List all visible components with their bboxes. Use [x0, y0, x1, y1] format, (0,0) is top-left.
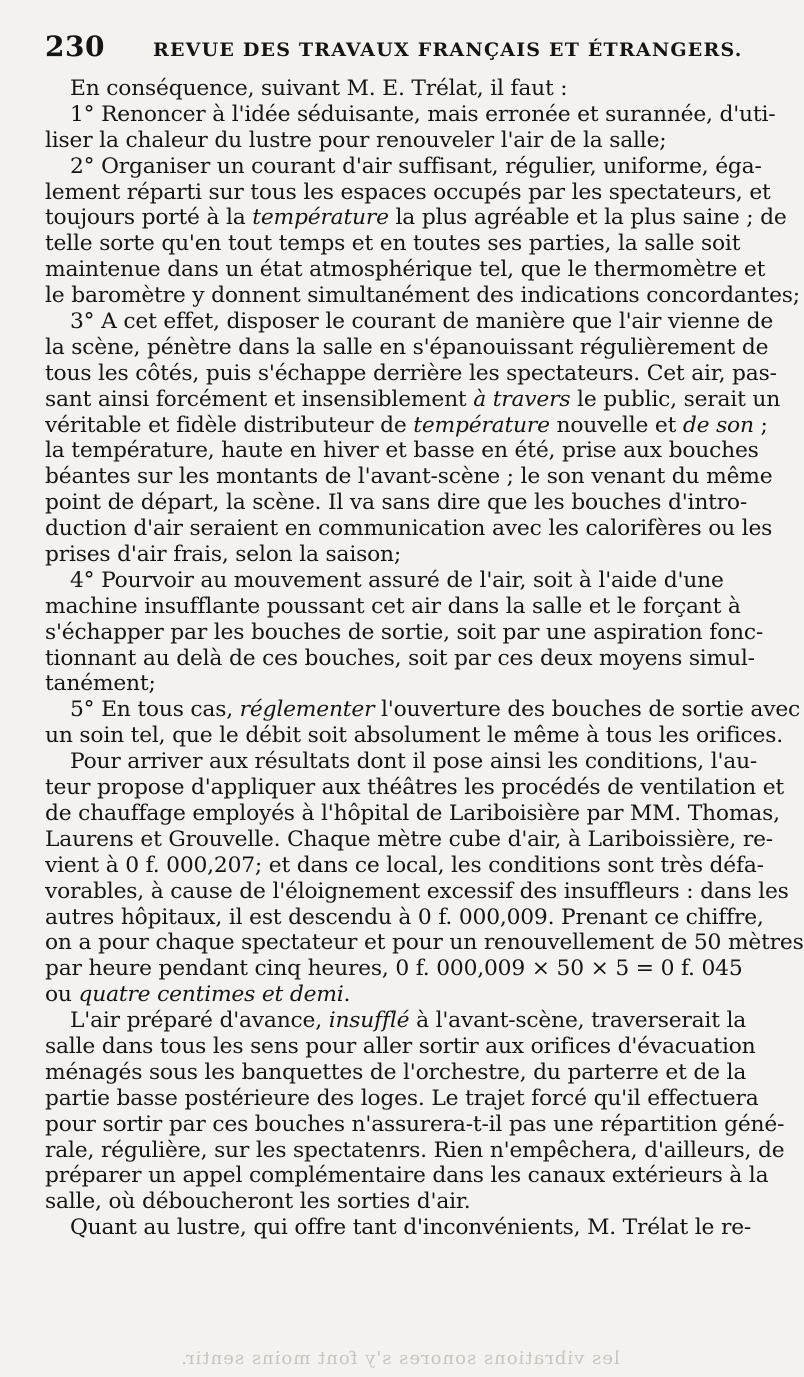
text-line: point de départ, la scène. Il va sans dire que les bouches d'intro-	[45, 490, 748, 516]
page-header	[45, 30, 760, 76]
text-body	[45, 76, 804, 1241]
text-line: sant ainsi forcément et insensiblement à travers le public, serait un	[45, 386, 781, 412]
text-line: telle sorte qu'en tout temps et en toutes ses parties, la salle soit	[45, 231, 741, 257]
text-line: préparer un appel complémentaire dans les canaux extérieurs à la	[45, 1163, 769, 1189]
text-line: tous les côtés, puis s'échappe derrière les spectateurs. Cet air, pas-	[45, 360, 777, 386]
text-line: lement réparti sur tous les espaces occupés par les spectateurs, et	[45, 179, 771, 205]
text-line: Quant au lustre, qui offre tant d'inconvénients, M. Trélat le re-	[70, 1215, 752, 1241]
text-line: salle, où déboucheront les sorties d'air.	[45, 1189, 471, 1215]
text-line: vorables, à cause de l'éloignement excessif des insuffleurs : dans les	[45, 878, 789, 904]
text-line: béantes sur les montants de l'avant-scène ; le son venant du même	[45, 464, 773, 490]
show-through-text: les vibrations sonores s'y font moins sentir.	[180, 1348, 620, 1369]
text-line: on a pour chaque spectateur et pour un renouvellement de 50 mètres	[45, 930, 804, 956]
text-line: pour sortir par ces bouches n'assurera-t-il pas une répartition géné-	[45, 1111, 785, 1137]
text-line: teur propose d'appliquer aux théâtres les procédés de ventilation et	[45, 775, 784, 801]
text-line: véritable et fidèle distributeur de température nouvelle et de son ;	[45, 412, 768, 438]
text-line: s'échapper par les bouches de sortie, soit par une aspiration fonc-	[45, 619, 764, 645]
text-line: Laurens et Grouvelle. Chaque mètre cube d'air, à Lariboissière, re-	[45, 826, 773, 852]
page-number: 230	[45, 30, 105, 63]
text-line: machine insufflante poussant cet air dans la salle et le forçant à	[45, 593, 741, 619]
text-line: de chauffage employés à l'hôpital de Lariboisière par MM. Thomas,	[45, 800, 780, 826]
text-line: la température, haute en hiver et basse en été, prise aux bouches	[45, 438, 759, 464]
text-line: 1° Renoncer à l'idée séduisante, mais erronée et surannée, d'uti-	[70, 101, 776, 127]
text-line: En conséquence, suivant M. E. Trélat, il faut :	[70, 76, 568, 101]
text-line: maintenue dans un état atmosphérique tel, que le thermomètre et	[45, 257, 766, 283]
text-line: partie basse postérieure des loges. Le trajet forcé qu'il effectuera	[45, 1085, 759, 1111]
text-line: ménagés sous les banquettes de l'orchestre, du parterre et de la	[45, 1059, 747, 1085]
text-line: tionnant au delà de ces bouches, soit par ces deux moyens simul-	[45, 645, 755, 671]
text-line: vient à 0 f. 000,207; et dans ce local, les conditions sont très défa-	[45, 852, 764, 878]
text-line: ou quatre centimes et demi.	[45, 982, 351, 1008]
text-line: par heure pendant cinq heures, 0 f. 000,009 × 50 × 5 = 0 f. 045	[45, 956, 743, 982]
running-head: REVUE DES TRAVAUX FRANÇAIS ET ÉTRANGERS.	[152, 39, 743, 61]
text-line: 2° Organiser un courant d'air suffisant, régulier, uniforme, éga-	[70, 153, 762, 179]
text-line: 3° A cet effet, disposer le courant de manière que l'air vienne de	[70, 309, 774, 335]
text-line: tanément;	[45, 671, 156, 697]
text-line: liser la chaleur du lustre pour renouveler l'air de la salle;	[45, 127, 667, 153]
text-line: le baromètre y donnent simultanément des indications concordantes;	[45, 283, 800, 309]
text-line: salle dans tous les sens pour aller sortir aux orifices d'évacuation	[45, 1033, 756, 1059]
text-line: 5° En tous cas, réglementer l'ouverture des bouches de sortie avec	[70, 697, 801, 723]
text-line: la scène, pénètre dans la salle en s'épanouissant régulièrement de	[45, 334, 769, 360]
text-line: 4° Pourvoir au mouvement assuré de l'air, soit à l'aide d'une	[70, 567, 724, 593]
text-line: prises d'air frais, selon la saison;	[45, 542, 401, 568]
text-line: duction d'air seraient en communication avec les calorifères ou les	[45, 516, 773, 542]
text-line: Pour arriver aux résultats dont il pose ainsi les conditions, l'au-	[70, 749, 758, 775]
text-line: un soin tel, que le débit soit absolument le même à tous les orifices.	[45, 723, 783, 749]
text-line: autres hôpitaux, il est descendu à 0 f. 000,009. Prenant ce chiffre,	[45, 904, 764, 930]
text-line: toujours porté à la température la plus agréable et la plus saine ; de	[45, 205, 787, 231]
text-line: L'air préparé d'avance, insufflé à l'avant-scène, traverserait la	[70, 1008, 747, 1034]
text-line: rale, régulière, sur les spectatenrs. Rien n'empêchera, d'ailleurs, de	[45, 1137, 785, 1163]
